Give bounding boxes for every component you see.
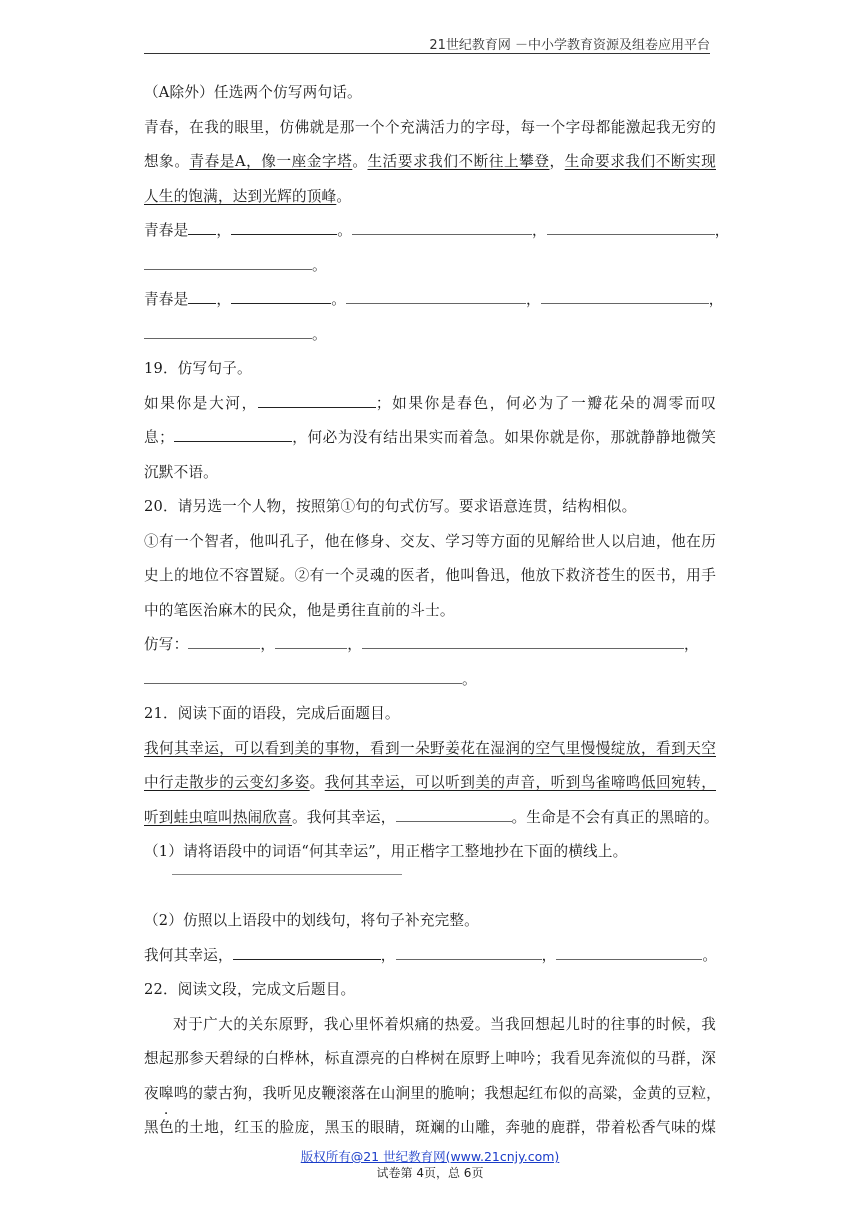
answer-blank[interactable] [233,958,381,960]
underlined-text: 生活要求我们不断往上攀登 [367,153,550,170]
dotted-character: 嗥 [158,1084,174,1102]
answer-blank[interactable] [275,647,347,649]
answer-blank[interactable] [362,647,684,649]
answer-blank[interactable] [144,337,312,339]
text-segment: 。 [702,946,718,964]
text-segment: ， [525,291,541,308]
underlined-text: 我何其幸运，可以看到美的事物，看到一朵野姜花在湿润的空气里慢慢绽放，看到天空 [144,739,716,757]
q19-line-2 [144,421,716,456]
underlined-text: 听到蛙虫喧叫热闹欣喜 [144,808,292,826]
copy-writing-line[interactable] [172,874,402,875]
q22-passage-line-1 [144,1008,716,1043]
q20-answer-line-2 [144,663,716,698]
answer-blank[interactable] [188,302,216,304]
answer-blank[interactable] [174,440,292,442]
text-segment: 。 [462,670,477,688]
q20-line-2: 史上的地位不容置疑。②有一个灵魂的医者，他叫鲁迅，他放下救济苍生的医书，用手 [144,567,716,584]
answer-blank[interactable] [144,682,462,684]
text-segment: 。 [336,187,352,205]
q18-answer-1-line-1 [144,214,730,249]
answer-prefix: 仿写： [144,636,189,653]
text-segment: ， [260,636,276,653]
answer-blank[interactable] [144,268,312,270]
q18-passage-line-1: 青春，在我的眼里，仿佛就是那一个个充满活力的字母，每一个字母都能激起我无穷的 [144,118,716,136]
q21-fill-line [144,939,716,974]
text-segment: 鸣的蒙古狗，我听见皮鞭滚落在山涧里的脆响；我想起红布似的高粱，金黄的豆粒， [173,1084,721,1102]
answer-blank[interactable] [352,233,532,235]
answer-blank[interactable] [346,302,526,304]
q19-line-3: 沉默不语。 [144,463,218,481]
q18-answer-1-line-2 [144,249,716,284]
answer-blank[interactable] [188,233,216,235]
text-segment: 如果你是大河， [144,394,258,412]
text-segment: 。 [331,291,346,308]
answer-blank[interactable] [231,302,331,304]
text-segment: 。 [337,222,352,239]
q19-line-1 [144,387,716,422]
underlined-text: 人生的饱满，达到光辉的顶峰 [144,187,337,205]
q21-subquestion-2: （2）仿照以上语段中的划线句，将句子补充完整。 [144,912,479,929]
answer-blank[interactable] [188,647,260,649]
text-segment: 想象。 [144,153,190,170]
copyright-link[interactable]: 版权所有@21 世纪教育网(www.21cnjy.com) [300,1149,560,1164]
q20-answer-line-1 [144,628,716,663]
underlined-text: 中行走散步的云变幻多姿 [144,774,310,791]
underlined-text: 青春是A，像一座金字塔 [189,153,353,170]
answer-prefix: 我何其幸运， [144,946,233,964]
q20-line-3: 中的笔医治麻木的民众，他是勇往直前的斗士。 [144,601,455,619]
q18-answer-2-line-2 [144,318,716,353]
page-content [144,76,730,1146]
q21-title: 21．阅读下面的语段，完成后面题目。 [144,705,400,722]
answer-blank[interactable] [231,233,337,235]
text-segment: ， [683,636,699,653]
header-divider [144,53,710,54]
answer-prefix: 青春是 [144,222,189,239]
text-segment: ，何必为没有结出果实而着急。如果你就是你，那就静静地微笑 [291,429,717,446]
underlined-text: 我何其幸运，可以听到美的声音，听到鸟雀啼鸣低回宛转， [324,774,716,791]
text-segment: 。 [312,256,327,274]
page-header: 21世纪教育网 －中小学教育资源及组卷应用平台 [429,38,710,53]
q19-title: 19．仿写句子。 [144,360,252,377]
q21-subquestion-1: （1）请将语段中的词语“何其幸运”，用正楷字工整地抄在下面的横线上。 [144,843,628,860]
answer-blank[interactable] [556,958,702,960]
text-segment: ， [380,946,396,964]
text-segment: ， [714,222,730,239]
text-segment: ， [216,222,232,239]
page-number: 试卷第 4页，总 6页 [376,1166,484,1180]
text-segment: 对于广大的关东原野，我心里怀着 [173,1015,400,1033]
q18-passage-line-2 [144,145,716,180]
text-segment: 。 [309,774,325,791]
answer-blank[interactable] [258,406,376,408]
q18-passage-line-3 [144,180,716,215]
text-segment: ；如果你是春色，何必为了一瓣花朵的凋零而叹 [375,394,717,412]
q22-passage-line-2: 想起那参天碧绿的白桦林，标直漂亮的白桦树在原野上呻吟；我看见奔流似的马群，深 [144,1050,716,1067]
text-segment: ， [216,291,232,308]
answer-blank[interactable] [541,302,709,304]
answer-blank[interactable] [396,958,542,960]
text-segment: 。 [312,325,327,343]
q21-passage-line-2 [144,766,716,801]
underlined-text: 生命要求我们不断实现 [564,153,716,170]
q21-passage-line-1 [144,732,716,767]
text-segment: 息； [144,429,174,446]
q20-line-1: ①有一个智者，他叫孔子，他在修身、交友、学习等方面的见解给世人以启迪，他在历 [144,532,716,550]
q21-passage-line-3 [144,801,719,836]
text-segment: 。 [352,153,368,170]
answer-prefix: 青春是 [144,291,189,308]
text-segment: ， [549,153,565,170]
text-segment: 夜 [144,1084,159,1102]
text-segment: 。我何其幸运， [291,808,396,826]
q20-title: 20．请另选一个人物，按照第①句的句式仿写。要求语意连贯，结构相似。 [144,498,637,515]
text-segment: ， [347,636,362,653]
q18-answer-2-line-1 [144,283,724,318]
text-segment: 痛的热爱。当我回想起儿时的往事的时候，我 [414,1015,716,1033]
text-segment: 。生命是不会有真正的黑暗的。 [511,808,719,826]
text-segment: ， [708,291,724,308]
q22-passage-line-3 [144,1077,721,1112]
dotted-character: 炽 [399,1015,415,1033]
answer-blank[interactable] [547,233,715,235]
text-segment: ， [531,222,547,239]
q22-title: 22．阅读文段，完成文后题目。 [144,981,356,998]
text-segment: ， [541,946,557,964]
answer-blank[interactable] [396,820,512,822]
q22-passage-line-4: 黑色的土地，红玉的脸庞，黑玉的眼睛，斑斓的山雕，奔驰的鹿群，带着松香气味的煤 [144,1119,716,1136]
q18-instruction: （A除外）任选两个仿写两句话。 [144,84,362,101]
